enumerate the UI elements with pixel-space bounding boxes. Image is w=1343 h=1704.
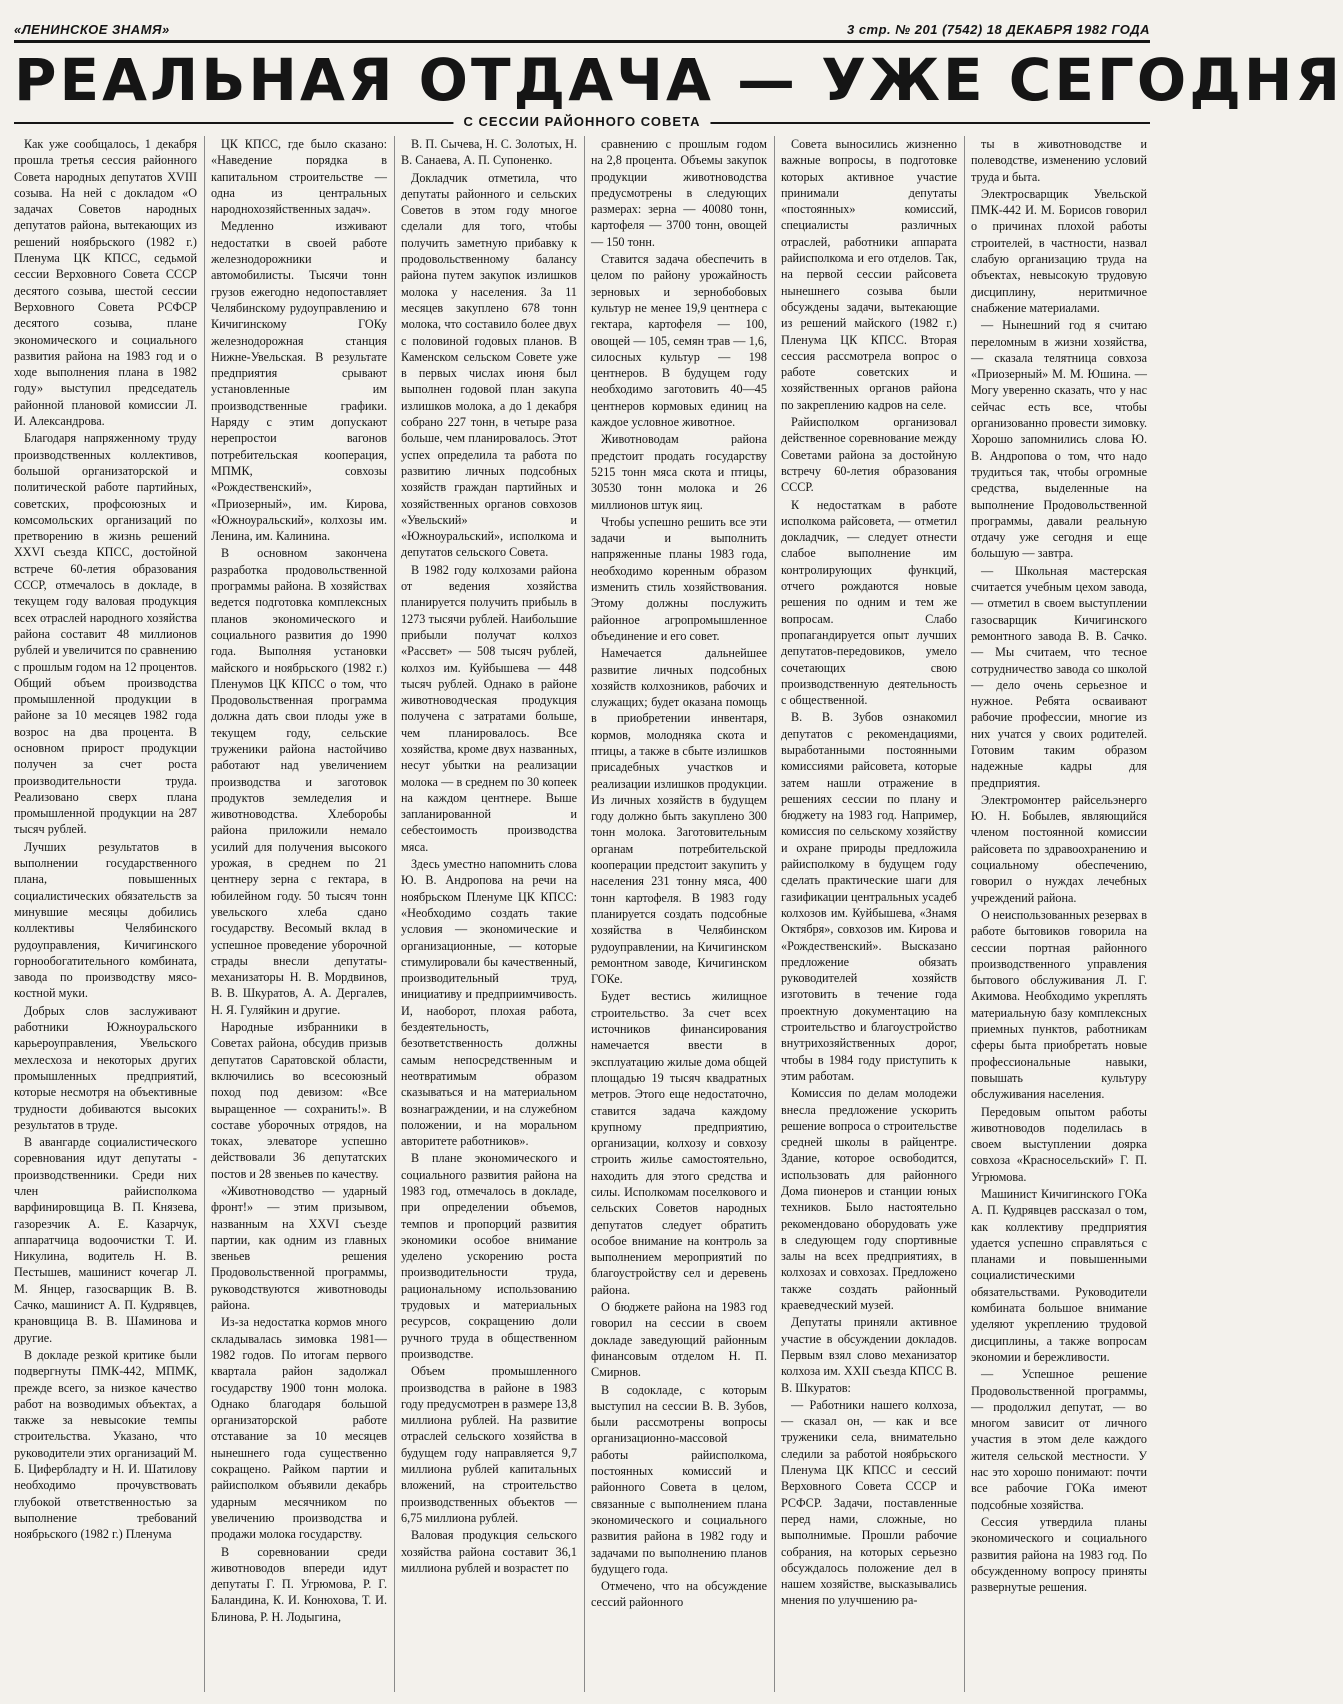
article-paragraph: Медленно изживают недостатки в своей работе железнодорожники и автомобилисты. Тысячи тонн грузов ежегодно недопоставляет Челябинскому рудоуправлению и Кичигинскому ГОКу железнодорожная станция Нижне-Увельская. В результате предприятия срывают установленные им производственные графики. Наряду с этим допускают нерепростои вагонов потребительская кооперация, МПМК, совхозы «Рождественский», «Приозерный», им. Кирова, «Южноуральский», колхозы им. Ленина, им. Калинина.: [211, 219, 387, 544]
article-paragraph: «Животноводство — ударный фронт!» — этим призывом, названным на XXVI съезде партии, как одним из главных звеньев решения Продовольственной программы, руководствуются животноводы района.: [211, 1184, 387, 1313]
article-paragraph: В докладе резкой критике были подвергнуты ПМК-442, МПМК, прежде всего, за низкое качество работ на возводимых объектах, а также за невысокие темпы строительства. Указано, что руководители этих организаций М. Б. Цифербладту и Н. И. Шатилову необходимо прочувствовать глубокой ответственностью за выполнение требований ноябрьского (1982 г.) Пленума: [14, 1347, 197, 1542]
article-paragraph: В основном закончена разработка продовольственной программы района. В хозяйствах ведется подготовка комплексных планов экономического и социального развития до 1990 года. Выполняя установки майского и ноябрьского (1982 г.) Пленумов ЦК КПСС о том, что Продовольственная программа должна дать свои плоды уже в текущем году, сельские труженики района настойчиво работают над увеличением производства и заготовок продуктов земледелия и животноводства. Хлеборобы района приложили немало усилий для получения высокого урожая, в среднем по 21 центнеру зерна с гектара, в юбилейном году. 50 тысяч тонн увельского хлеба сдано государству. Весомый вклад в успешное проведение уборочной страды внесли депутаты-механизаторы Н. В. Мордвинов, В. В. Шкуратов, А. А. Дергалев, Н. Я. Гуляйкин и другие.: [211, 546, 387, 1017]
article-paragraph: Электромонтер райсельэнерго Ю. Н. Бобылев, являющийся членом постоянной комиссии райсовета по здравоохранению и социальному обеспечению, говорил о нуждах лечебных учреждений района.: [971, 792, 1147, 905]
article-headline: РЕАЛЬНАЯ ОТДАЧА — УЖЕ СЕГОДНЯ: [14, 46, 1343, 114]
newspaper-name: «ЛЕНИНСКОЕ ЗНАМЯ»: [14, 22, 170, 37]
article-paragraph: В плане экономического и социального развития района на 1983 год, отмечалось в докладе, при определении объемов, темпов и пропорций развития экономики особое внимание уделено ускорению роста производительности труда, рациональному использованию трудовых и материальных ресурсов, сокращению доли ручного труда в общественном производстве.: [401, 1151, 577, 1361]
article-paragraph: Комиссия по делам молодежи внесла предложение ускорить решение вопроса о строительстве средней школы в райцентре. Здание, которое освободится, использовать для районного Дома пионеров и станции юных техников. Было настоятельно рекомендовано оборудовать уже в следующем году спортивные залы на всех предприятиях, в колхозах и совхозах. Предложено также создать районный краеведческий музей.: [781, 1086, 957, 1313]
article-paragraph: Депутаты приняли активное участие в обсуждении докладов. Первым взял слово механизатор колхоза им. XXII съезда КПСС В. В. Шкуратов:: [781, 1315, 957, 1395]
article-column-2: [204, 136, 387, 1692]
article-paragraph: Из-за недостатка кормов много складывалась зимовка 1981— 1982 годов. По итогам первого квартала район задолжал государству 1900 тонн молока. Однако благодаря большой организаторской работе отставание за 10 месяцев нынешнего года существенно сокращено. Райком партии и райисполком объявили декабрь ударным месячником по увеличению производства и продажи молока государству.: [211, 1315, 387, 1542]
article-paragraph: Народные избранники в Советах района, обсудив призыв депутатов Саратовской области, включились во всесоюзный поход под девизом: «Все выращенное — сохранить!». В составе уборочных отрядов, на токах, элеваторе успешно действовали 36 депутатских постов и 28 звеньев по качеству.: [211, 1020, 387, 1181]
article-paragraph: В. П. Сычева, Н. С. Золотых, Н. В. Санаева, А. П. Супоненко.: [401, 137, 577, 168]
article-column-1: [14, 136, 197, 1692]
article-column-6: [964, 136, 1147, 1692]
article-paragraph: Благодаря напряженному труду производственных коллективов, большой организаторской и политической работе партийных, советских, профсоюзных и комсомольских организаций по претворению в жизнь решений XXVI съезда КПСС, достойной встрече 60-летия образования СССР, отмечалось в докладе, в текущем году валовая продукция всех отраслей народного хозяйства района составит 48 миллионов рублей и увеличится по сравнению с прошлым годом на 12 процентов. Общий объем производства промышленной продукции в районе за 10 месяцев 1982 года возрос на два процента. В основном прирост продукции получен за счет роста производительности труда. Реализовано сверх плана промышленной продукции на 287 тысяч рублей.: [14, 431, 197, 837]
article-paragraph: — Нынешний год я считаю переломным в жизни хозяйства, — сказала телятница совхоза «Приозерный» М. М. Юшина. — Могу уверенно сказать, что у нас сейчас есть все, чтобы организованно провести зимовку. Хорошо запомнились слова Ю. В. Андропова о том, что надо трудиться так, чтобы огромные средства, выделенные на выполнение Продовольственной программы, давали реальную отдачу уже сегодня и еще большую — завтра.: [971, 318, 1147, 561]
article-subheadline: [14, 114, 1150, 132]
article-paragraph: — Школьная мастерская считается учебным цехом завода, — отметил в своем выступлении газосварщик Кичигинского ремонтного завода В. В. Сачко. — Мы считаем, что тесное сотрудничество завода со школой — дело очень серьезное и нужное. Ребята осваивают рабочие профессии, многие из них учатся у своих родителей. Готовим таким образом надежные кадры для предприятия.: [971, 563, 1147, 790]
article-paragraph: Совета выносились жизненно важные вопросы, в подготовке которых активное участие принимали депутаты «постоянных» комиссий, специалисты различных отраслей, работники аппарата райисполкома и его отделов. Так, на первой сессии райсовета нынешнего созыва были обсуждены задачи, вытекающие из решений майского (1982 г.) Пленума ЦК КПСС. Вторая сессия рассмотрела вопрос о работе советских и хозяйственных органов района по закреплению кадров на селе.: [781, 137, 957, 412]
article-paragraph: Лучших результатов в выполнении государственного плана, повышенных социалистических обязательств за минувшие месяцы добились коллективы Челябинского рудоуправления, Кичигинского горнообогатительного комбината, завода по производству мясо-костной муки.: [14, 839, 197, 1001]
article-paragraph: Как уже сообщалось, 1 декабря прошла третья сессия районного Совета народных депутатов XVIII созыва. На ней с докладом «О задачах Советов народных депутатов района, вытекающих из решений ноябрьского (1982 г.) Пленума ЦК КПСС, седьмой сессии Верховного Совета СССР десятого созыва, шестой сессии Верховного Совета РСФСР десятого созыва, плане экономического и социального развития района на 1983 год и о ходе выполнения плана в 1982 году» выступил председатель районной плановой комиссии Л. И. Александрова.: [14, 137, 197, 429]
article-columns: [14, 136, 1150, 1692]
article-paragraph: О неиспользованных резервах в работе бытовиков говорила на сессии портная районного производственного управления бытового обслуживания Л. Г. Акимова. Необходимо укреплять материальную базу комплексных приемных пунктов, работникам сферы быта приобретать новые профессиональные навыки, повышать культуру обслуживания населения.: [971, 907, 1147, 1102]
article-paragraph: Животноводам района предстоит продать государству 5215 тонн мяса скота и птицы, 30530 тонн молока и 26 миллионов штук яиц.: [591, 432, 767, 512]
masthead: [14, 18, 1150, 43]
article-paragraph: ЦК КПСС, где было сказано: «Наведение порядка в капитальном строительстве — одна из центральных народнохозяйственных задач».: [211, 137, 387, 217]
article-paragraph: Машинист Кичигинского ГОКа А. П. Кудрявцев рассказал о том, как коллективу предприятия удается успешно справляться с планами и повышенными социалистическими обязательствами. Руководители комбината большое внимание уделяют укреплению трудовой дисциплины, а также вопросам экономии и бережливости.: [971, 1187, 1147, 1364]
subheadline-text: С СЕССИИ РАЙОННОГО СОВЕТА: [453, 114, 710, 129]
article-paragraph: К недостаткам в работе исполкома райсовета, — отметил докладчик, — следует отнести слабое выполнение им контролирующих функций, отчего рождаются новые решения по одним и тем же вопросам. Слабо пропагандируется опыт лучших депутатов-передовиков, умело сочетающих свою производственную деятельность с общественной.: [781, 497, 957, 708]
article-paragraph: Отмечено, что на обсуждение сессий районного: [591, 1579, 767, 1610]
article-paragraph: Здесь уместно напомнить слова Ю. В. Андропова на речи на ноябрьском Пленуме ЦК КПСС: «Необходимо создать такие условия — экономические и организационные, — которые стимулировали бы качественный, производительный труд, инициативу и предприимчивость. И, наоборот, плохая работа, бездеятельность, безответственность должны самым непосредственным и неотвратимым образом сказываться и на материальном вознаграждении, и на служебном положении, и на моральном авторитете работников».: [401, 857, 577, 1149]
article-paragraph: Чтобы успешно решить все эти задачи и выполнить напряженные планы 1983 года, необходимо коренным образом изменить стиль хозяйствования. Этому должны послужить районное агропромышленное объединение и его совет.: [591, 514, 767, 643]
article-paragraph: сравнению с прошлым годом на 2,8 процента. Объемы закупок продукции животноводства предусмотрены в следующих размерах: зерна — 40080 тонн, картофеля — 3700 тонн, овощей — 150 тонн.: [591, 137, 767, 249]
article-paragraph: Будет вестись жилищное строительство. За счет всех источников финансирования намечается ввести в эксплуатацию жилые дома общей площадью 19 тысяч квадратных метров. Этого еще недостаточно, ставится задача каждому крупному предприятию, организации, колхозу и совхозу строить жилье самостоятельно, находить для этого средства и силы. Исполкомам поселкового и сельских Советов народных депутатов следует обратить особое внимание на контроль за выполнением мероприятий по благоустройству сел и деревень района.: [591, 989, 767, 1297]
article-paragraph: — Успешное решение Продовольственной программы, — продолжил депутат, — во многом зависит от личного участия в этом деле каждого жителя сельской местности. У нас это хорошо понимают: почти все рабочие ГОКа имеют подсобные хозяйства.: [971, 1367, 1147, 1512]
article-paragraph: Валовая продукция сельского хозяйства района составит 36,1 миллиона рублей и возрастет по: [401, 1528, 577, 1575]
article-paragraph: В авангарде социалистического соревнования идут депутаты - производственники. Среди них член райисполкома варфинировщица В. П. Князева, газорезчик А. Е. Казарчук, аппаратчица водоочистки Т. И. Никулина, водитель Н. В. Пестышев, машинист кочегар Л. М. Янцер, газосварщик В. В. Сачко, машинист А. П. Кудрявцев, крановщица В. В. Шаминова и другие.: [14, 1135, 197, 1345]
article-paragraph: Электросварщик Увельской ПМК-442 И. М. Борисов говорил о причинах плохой работы строителей, в частности, назвал слабую организацию труда на объектах, невысокую трудовую дисциплину, неритмичное снабжение материалами.: [971, 186, 1147, 315]
article-paragraph: Сессия утвердила планы экономического и социального развития района на 1983 год. По обсужденному вопросу приняты развернутые решения.: [971, 1514, 1147, 1595]
issue-info: 3 стр. № 201 (7542) 18 ДЕКАБРЯ 1982 ГОДА: [846, 22, 1150, 37]
article-paragraph: — Работники нашего колхоза, — сказал он, — как и все труженики села, внимательно следили за работой ноябрьского Пленума ЦК КПСС и сессий Верховного Совета СССР и РСФСР. Задачи, поставленные перед нами, сложные, но выполнимые. Прошли рабочие собрания, на которых серьезно обсуждалось положение дел в нашем хозяйстве, высказывались мнения по улучшению ра-: [781, 1397, 957, 1608]
article-paragraph: В 1982 году колхозами района от ведения хозяйства планируется получить прибыль в 1273 тысячи рублей. Наибольшие прибыли получат колхоз «Рассвет» — 508 тысяч рублей, колхоз им. Куйбышева — 448 тысяч рублей. Однако в районе животноводческая продукция получена с затратами больше, чем планировалось. Все хозяйства, кроме двух названных, несут убытки на реализации молока — в среднем по 30 копеек на каждом центнере. Выше запланированной и себестоимость производства мяса.: [401, 562, 577, 854]
article-paragraph: О бюджете района на 1983 год говорил на сессии в своем докладе заведующий районным финансовым отделом Н. П. Смирнов.: [591, 1300, 767, 1380]
article-paragraph: Райисполком организовал действенное соревнование между Советами района за достойную встречу 60-летия образования СССР.: [781, 415, 957, 495]
article-paragraph: В. В. Зубов ознакомил депутатов с рекомендациями, выработанными постоянными комиссиями райсовета, которые затем нашли отражение в решениях сессии по плану и бюджету на 1983 год. Например, комиссия по сельскому хозяйству и охране природы предложила райисполкому в будущем году сделать практические шаги для газификации центральных усадеб колхозов им. Куйбышева, «Знамя Октября», совхозов им. Кирова и «Рождественский». Высказано предложение обязать руководителей хозяйств изготовить в течение года проектную документацию на строительство и благоустройство внутрихозяйственных дорог, чтобы в 1984 году приступить к этим работам.: [781, 710, 957, 1083]
article-paragraph: Докладчик отметила, что депутаты районного и сельских Советов в этом году многое сделали для того, чтобы получить заметную прибавку к продовольственному балансу района путем закупок излишков молока у населения. За 11 месяцев закуплено 678 тонн молока, что составило более двух с половиной годовых планов. В Каменском сельском Совете уже в первых числах июня был выполнен годовой план закупа излишков молока, а до 1 декабря собрано 227 тонн, в четыре раза больше, чем планировалось. Этот успех определила та работа по развитию личных подсобных хозяйств граждан партийных и хозяйственных органов совхозов «Увельский» и «Южноуральский», исполкома и депутатов сельского Совета.: [401, 170, 577, 560]
article-paragraph: Передовым опытом работы животноводов поделилась в своем выступлении доярка совхоза «Красносельский» Г. П. Угрюмова.: [971, 1104, 1147, 1184]
article-paragraph: Объем промышленного производства в районе в 1983 году предусмотрен в размере 13,8 миллиона рублей. На развитие отраслей сельского хозяйства в будущем году направляется 9,7 миллиона рублей капитальных вложений, на строительство производственных объектов — 6,75 миллиона рублей.: [401, 1364, 577, 1525]
article-column-4: [584, 136, 767, 1692]
article-paragraph: Добрых слов заслуживают работники Южноуральского карьероуправления, Увельского мехлесхоза и некоторых других промышленных предприятий, которые несмотря на объективные трудности добиваются высоких результатов в труде.: [14, 1003, 197, 1132]
article-paragraph: ты в животноводстве и полеводстве, изменению условий труда и быта.: [971, 137, 1147, 184]
article-column-3: [394, 136, 577, 1692]
article-paragraph: В соревновании среди животноводов впереди идут депутаты Г. П. Угрюмова, Р. Г. Баландина, К. И. Конюхова, Т. И. Блинова, Р. Н. Лодыгина,: [211, 1544, 387, 1624]
article-paragraph: Ставится задача обеспечить в целом по району урожайность зерновых и зернобобовых культур не менее 19,9 центнера с гектара, картофеля — 100, овощей — 105, семян трав — 1,6, силосных культур — 198 центнеров. В будущем году необходимо заготовить 40—45 центнеров кормовых единиц на каждое условное животное.: [591, 252, 767, 430]
article-paragraph: Намечается дальнейшее развитие личных подсобных хозяйств колхозников, рабочих и служащих; будет оказана помощь в приобретении инвентаря, кормов, молодняка скота и птицы, а также в сбыте излишков присадебных участков и реализации излишков продукции. Из личных хозяйств в будущем году должно быть закуплено 300 тонн молока. Заготовительным органам потребительской кооперации предстоит закупить у населения 231 тонну мяса, 400 тонн картофеля. В 1983 году планируется создать подсобные хозяйства в Челябинском рудоуправлении, на Кичигинском ремонтном заводе, Кичигинском ГОКе.: [591, 646, 767, 987]
article-column-5: [774, 136, 957, 1692]
article-paragraph: В содокладе, с которым выступил на сессии В. В. Зубов, были рассмотрены вопросы организационно-массовой работы райисполкома, постоянных комиссий и районного Совета в целом, связанные с выполнением плана экономического и социального развития района в 1982 году и задачами по выполнению планов будущего года.: [591, 1382, 767, 1576]
